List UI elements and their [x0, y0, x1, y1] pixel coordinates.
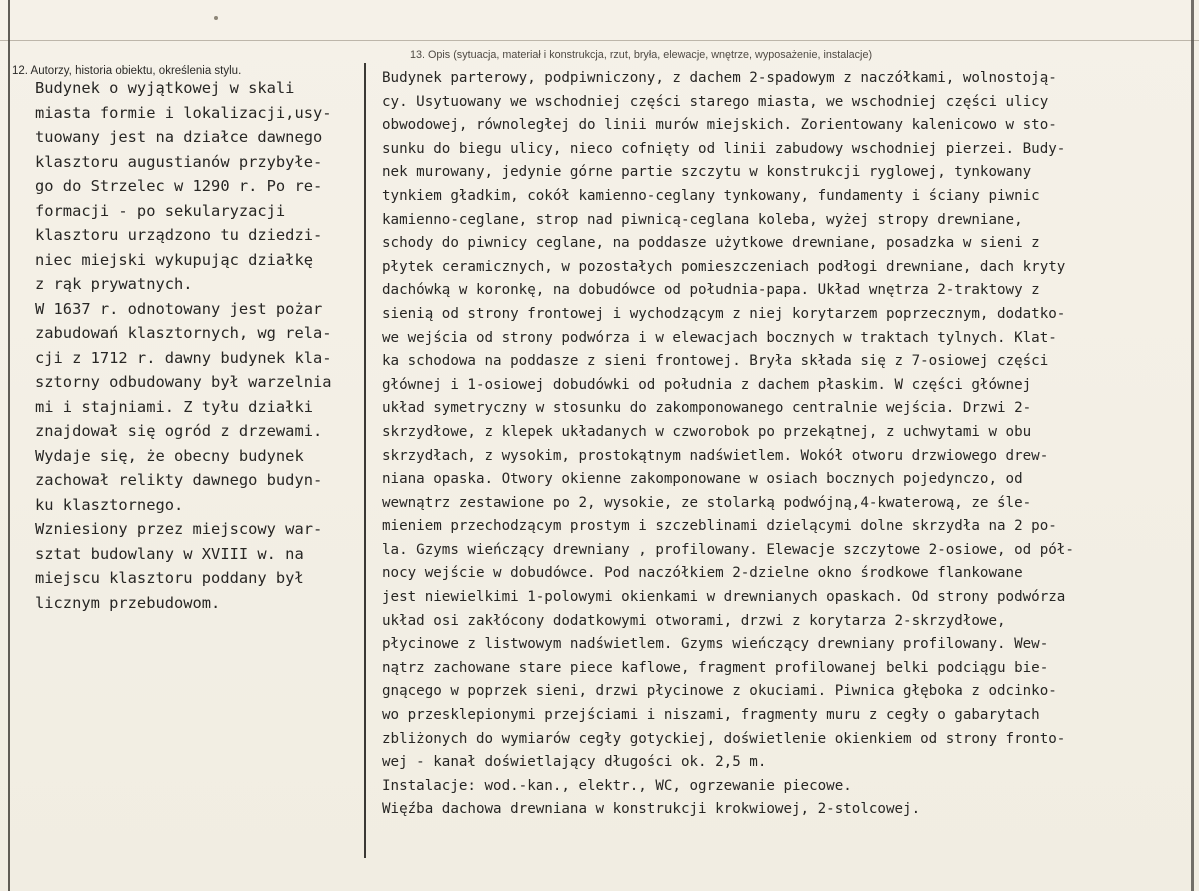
right-line: la. Gzyms wieńczący drewniany , profilowany. Elewacje szczytowe 2-osiowe, od pół- [382, 541, 1074, 558]
right-line: cy. Usytuowany we wschodniej części starego miasta, we wschodniej części ulicy [382, 93, 1049, 110]
description-text [382, 67, 1074, 822]
right-line: schody do piwnicy ceglane, na poddasze użytkowe drewniane, posadzka w sieni z [382, 235, 1040, 252]
right-line: nek murowany, jedynie górne partie szczytu w konstrukcji ryglowej, tynkowany [382, 164, 1032, 181]
right-line: obwodowej, równoległej do linii murów miejskich. Zorientowany kalenicowo w sto- [382, 117, 1057, 134]
left-line: zachował relikty dawnego budyn- [35, 471, 323, 489]
left-line: miejscu klasztoru poddany był [35, 569, 304, 587]
right-line: sienią od strony frontowej i wychodzącym z niej korytarzem poprzecznym, dodatko- [382, 305, 1066, 322]
right-line: nocy wejście w dobudówce. Pod naczółkiem 2-dzielne okno środkowe flankowane [382, 565, 1023, 582]
left-line: formacji - po sekularyzacji [35, 201, 286, 220]
left-line: klasztoru urządzono tu dziedzi- [35, 226, 323, 244]
left-line: cji z 1712 r. dawny budynek kla- [35, 348, 332, 367]
right-line: sunku do biegu ulicy, nieco cofnięty od linii zabudowy wschodniej pierzei. Budy- [382, 140, 1066, 157]
right-line: Budynek parterowy, podpiwniczony, z dachem 2-spadowym z naczółkami, wolnostoją- [382, 70, 1057, 86]
left-edge-rule [8, 0, 10, 891]
right-line: nątrz zachowane stare piece kaflowe, fragment profilowanej belki podciągu bie- [382, 659, 1049, 676]
right-line: skrzydłach, z wysokim, prostokątnym nadświetlem. Wokół otworu drzwiowego drew- [382, 447, 1049, 464]
right-line: dachówką w koronkę, na dobudówce od południa-papa. Układ wnętrza 2-traktowy z [382, 282, 1040, 299]
right-line: zbliżonych do wymiarów cegły gotyckiej, doświetlenie okienkiem od strony fronto- [382, 730, 1066, 747]
right-line: układ osi zakłócony dodatkowymi otworami, drzwi z korytarza 2-skrzydłowe, [382, 612, 1006, 629]
left-line: Wydaje się, że obecny budynek [35, 446, 304, 465]
right-line: wewnątrz zestawione po 2, wysokie, ze stolarką podwójną,4-kwaterową, ze śle- [382, 494, 1032, 511]
left-line: znajdował się ogród z drzewami. [35, 422, 323, 440]
left-line: zabudowań klasztornych, wg rela- [35, 324, 332, 342]
left-line: W 1637 r. odnotowany jest pożar [35, 299, 323, 318]
right-line: płycinowe z listwowym nadświetlem. Gzyms wieńczący drewniany profilowany. Wew- [382, 636, 1049, 653]
left-line: sztat budowlany w XVIII w. na [35, 544, 304, 563]
right-line: wej - kanał doświetlający długości ok. 2,5 m. [382, 754, 767, 771]
left-line: licznym przebudowom. [35, 593, 221, 612]
right-line: Więźba dachowa drewniana w konstrukcji krokwiowej, 2-stolcowej. [382, 801, 921, 818]
left-line: Wzniesiony przez miejscowy war- [35, 520, 323, 538]
left-line: go do Strzelec w 1290 r. Po re- [35, 177, 323, 195]
right-line: kamienno-ceglane, strop nad piwnicą-ceglana koleba, wyżej stropy drewniane, [382, 211, 1023, 228]
left-line: tuowany jest na działce dawnego [35, 128, 323, 146]
right-line: układ symetryczny w stosunku do zakomponowanego centralnie wejścia. Drzwi 2- [382, 400, 1032, 417]
section-13-header: 13. Opis (sytuacja, materiał i konstrukcja, rzut, bryła, elewacje, wnętrze, wyposażenie, instalacje) [410, 49, 873, 61]
right-line: wo przesklepionymi przejściami i niszami, fragmenty muru z cegły o gabarytach [382, 707, 1040, 724]
right-edge-rule [1191, 0, 1194, 891]
left-line: niec miejski wykupując działkę [35, 250, 313, 269]
left-line: z rąk prywatnych. [35, 275, 193, 293]
top-rule [0, 40, 1199, 41]
right-line: mieniem przechodzącym prostym i szczeblinami dzielącymi dolne skrzydła na 2 po- [382, 518, 1057, 535]
left-line: klasztoru augustianów przybyłe- [35, 152, 323, 171]
right-line: tynkiem gładkim, cokół kamienno-ceglany tynkowany, fundamenty i ściany piwnic [382, 187, 1040, 204]
right-line: jest niewielkimi 1-polowymi okienkami w drewnianych opaskach. Od strony podwórza [382, 589, 1066, 606]
right-line: skrzydłowe, z klepek układanych w czworobok po przekątnej, z uchwytami w obu [382, 423, 1032, 440]
left-line: mi i stajniami. Z tyłu działki [35, 397, 313, 416]
column-divider [364, 63, 366, 858]
section-12-header: 12. Autorzy, historia obiektu, określenia stylu. [12, 65, 242, 77]
right-line: niana opaska. Otwory okienne zakomponowane w osiach bocznych pojedynczo, od [382, 471, 1023, 488]
right-line: gnącego w poprzek sieni, drzwi płycinowe z okuciami. Piwnica głęboka z odcinko- [382, 683, 1057, 700]
right-line: głównej i 1-osiowej dobudówki od południa z dachem płaskim. W części głównej [382, 376, 1032, 393]
right-line: ka schodowa na poddasze z sieni frontowej. Bryła składa się z 7-osiowej części [382, 353, 1049, 370]
history-text [35, 76, 332, 615]
right-line: we wejścia od strony podwórza i w elewacjach bocznych w traktach tylnych. Klat- [382, 329, 1057, 346]
right-line: płytek ceramicznych, w pozostałych pomieszczeniach podłogi drewniane, dach kryty [382, 258, 1066, 275]
paper-speck [214, 16, 218, 20]
left-line: miasta formie i lokalizacji,usy- [35, 103, 332, 122]
left-line: sztorny odbudowany był warzelnia [35, 373, 332, 391]
left-line: ku klasztornego. [35, 495, 184, 514]
left-line: Budynek o wyjątkowej w skali [35, 79, 295, 97]
right-line: Instalacje: wod.-kan., elektr., WC, ogrzewanie piecowe. [382, 777, 852, 794]
